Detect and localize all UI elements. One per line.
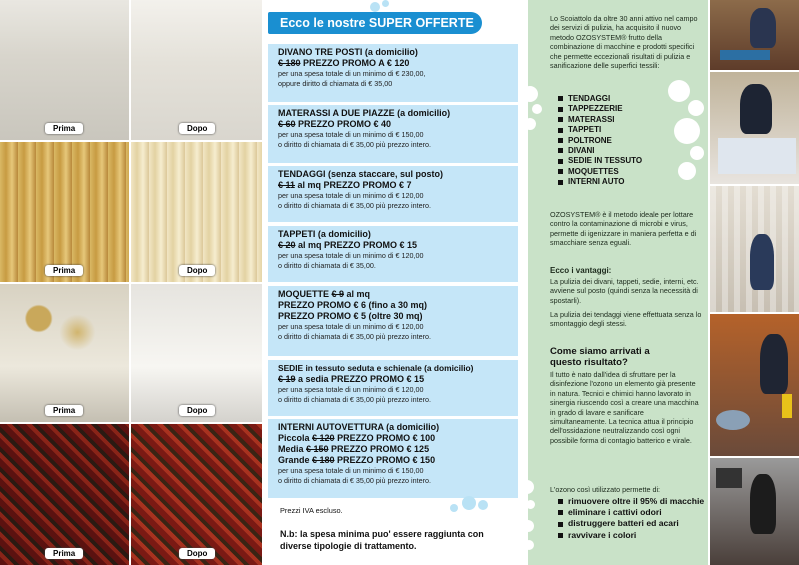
after-label: Dopo	[179, 405, 215, 416]
mattress-before-photo	[0, 284, 129, 422]
photo-mattress-cleaning	[710, 72, 799, 184]
before-after-gallery	[0, 0, 262, 565]
benefits-list	[558, 496, 704, 541]
method-text: OZOSYSTEM® è il metodo ideale per lottare contro la contaminazione di microbi e virus, permette di igenizzare in maniera perfetta e di smacchiare senza eguali.	[550, 210, 697, 248]
old-price: € 180	[278, 58, 301, 68]
offer-carpet	[268, 286, 518, 356]
list-item: MATERASSI	[558, 115, 642, 125]
surfaces-list	[558, 94, 642, 188]
list-item: TENDAGGI	[558, 94, 642, 104]
bubble-decoration	[668, 80, 690, 102]
list-item: DIVANI	[558, 146, 642, 156]
intro-text: Lo Scoiattolo da oltre 30 anni attivo nel campo dei servizi di pulizia, ha acquisito il nuovo metodo OZOSYSTEM® frutto della combinazione di macchine e prodotti specifici che permette eccezionali risultati di pulizia e sanificazione delle superfici tessili:	[550, 14, 698, 71]
promo-price: PREZZO PROMO € 125	[328, 444, 430, 454]
offer-rugs	[268, 226, 518, 282]
offer-title: INTERNI AUTOVETTURA (a domicilio)	[278, 422, 440, 432]
curtain-after-photo	[131, 142, 262, 282]
photo-carpet-cleaning	[710, 314, 799, 456]
bubble-decoration	[370, 2, 380, 12]
sofa-before-photo	[0, 0, 129, 140]
old-price: € 20	[278, 240, 296, 250]
after-label: Dopo	[179, 123, 215, 134]
bubble-decoration	[688, 100, 704, 116]
bubble-decoration	[674, 118, 700, 144]
after-label: Dopo	[179, 548, 215, 559]
result-text: Il tutto è nato dall'idea di sfruttare per la disinfezione l'ozono un elemento già presente in natura. Tecnici e chimici hanno lavorato in sinergia riuscendo così a creare una macchina in grado di lavare e sanificare simultaneamente. La tecnica attua il principio dell'ossidazione neutralizzando così ogni possibile forma di contagio batterico e virale.	[550, 370, 699, 445]
list-item: eliminare i cattivi odori	[558, 507, 704, 518]
bubble-decoration	[520, 480, 534, 494]
offer-title: TAPPETI (a domicilio)	[278, 229, 371, 239]
old-price: € 19	[278, 374, 296, 384]
promo-price: al mq PREZZO PROMO € 15	[295, 240, 418, 250]
list-item: distruggere batteri ed acari	[558, 518, 704, 529]
offer-chairs	[268, 360, 518, 416]
sofa-after-photo	[131, 0, 262, 140]
offer-condition: o diritto di chiamata di € 35,00 più prezzo intero.	[278, 394, 432, 404]
iva-note: Prezzi IVA escluso.	[280, 506, 343, 515]
bubble-decoration	[522, 520, 534, 532]
offer-condition: per una spesa totale di un minimo di € 120,00	[278, 322, 424, 331]
bubble-decoration	[690, 146, 704, 160]
nb-note: N.b: la spesa minima puo' essere raggiunta con diverse tipologie di trattamento.	[280, 529, 484, 551]
promo-price: al mq PREZZO PROMO € 7	[295, 180, 412, 190]
curtain-before-photo	[0, 142, 129, 282]
before-label: Prima	[45, 265, 83, 276]
before-label: Prima	[45, 405, 83, 416]
advantages-text: La pulizia dei tendaggi viene effettuata senza lo smontaggio degli stessi.	[550, 310, 702, 329]
old-price: € 180	[312, 455, 335, 465]
offer-condition: o diritto di chiamata di € 35,00 più prezzo intero.	[278, 331, 432, 341]
offer-condition: o diritto di chiamata di € 35,00 più prezzo intero.	[278, 200, 432, 210]
rug-before-photo	[0, 424, 129, 565]
list-item: TAPPETI	[558, 125, 642, 135]
offer-condition: per una spesa totale di un minimo di € 230,00,	[278, 69, 426, 78]
size-label: Piccola	[278, 433, 313, 443]
bubble-decoration	[526, 500, 535, 509]
offer-sofa	[268, 44, 518, 102]
bubble-decoration	[382, 0, 389, 7]
bubble-decoration	[524, 540, 534, 550]
offer-condition: per una spesa totale di un minimo di € 120,00	[278, 191, 424, 200]
bubble-decoration	[450, 504, 458, 512]
promo-price: PREZZO PROMO € 40	[295, 119, 392, 129]
offer-condition: per una spesa totale di un minimo di € 120,00	[278, 385, 424, 394]
offer-curtains	[268, 166, 518, 222]
list-item: TAPPEZZERIE	[558, 104, 642, 114]
promo-price: PREZZO PROMO A € 120	[300, 58, 410, 68]
offers-banner: Ecco le nostre SUPER OFFERTE	[268, 12, 482, 34]
offer-condition: o diritto di chiamata di € 35,00 più prezzo intero.	[278, 139, 432, 149]
list-item: INTERNI AUTO	[558, 177, 642, 187]
offer-condition: oppure diritto di chiamata di € 35,00	[278, 78, 393, 88]
list-item: SEDIE IN TESSUTO	[558, 156, 642, 166]
advantages-title: Ecco i vantaggi:	[550, 266, 612, 275]
photo-car-cleaning	[710, 0, 799, 70]
list-item: POLTRONE	[558, 136, 642, 146]
bubble-decoration	[532, 104, 542, 114]
info-panel	[528, 0, 708, 565]
before-label: Prima	[45, 123, 83, 134]
offer-title: MATERASSI A DUE PIAZZE (a domicilio)	[278, 108, 451, 118]
photo-interior-cleaning	[710, 458, 799, 565]
promo-price: PREZZO PROMO € 5 (oltre 30 mq)	[278, 311, 423, 321]
offer-title: MOQUETTE	[278, 289, 332, 299]
old-price: € 120	[312, 433, 335, 443]
after-label: Dopo	[179, 265, 215, 276]
advantages-text: La pulizia dei divani, tappeti, sedie, interni, etc. avviene sul posto (quindi senza la necessità di spostarli).	[550, 277, 699, 305]
offers-column	[262, 0, 528, 565]
result-title: Come siamo arrivati a questo risultato?	[550, 346, 650, 368]
old-price: € 9	[331, 289, 345, 299]
old-price: € 11	[278, 180, 296, 190]
promo-price: al mq	[344, 289, 371, 299]
bubble-decoration	[524, 118, 536, 130]
bubble-decoration	[478, 500, 488, 510]
offer-condition: per una spesa totale di un minimo di € 150,00	[278, 130, 424, 139]
offer-car-interior	[268, 419, 518, 498]
old-price: € 150	[306, 444, 329, 454]
bubble-decoration	[678, 162, 696, 180]
list-item: ravvivare i colori	[558, 530, 704, 541]
promo-price: PREZZO PROMO € 6 (fino a 30 mq)	[278, 300, 428, 310]
offer-condition: o diritto di chiamata di € 35,00.	[278, 260, 376, 270]
list-item: rimuovere oltre il 95% di macchie	[558, 496, 704, 507]
offer-title: TENDAGGI (senza staccare, sul posto)	[278, 169, 444, 179]
promo-price: PREZZO PROMO € 100	[334, 433, 436, 443]
size-label: Media	[278, 444, 307, 454]
offer-condition: per una spesa totale di un minimo di € 120,00	[278, 251, 424, 260]
list-item: MOQUETTES	[558, 167, 642, 177]
size-label: Grande	[278, 455, 313, 465]
worker-photos	[708, 0, 799, 565]
offer-condition: per una spesa totale di un minimo di € 150,00	[278, 466, 424, 475]
before-label: Prima	[45, 548, 83, 559]
bubble-decoration	[462, 496, 476, 510]
offer-mattress	[268, 105, 518, 163]
old-price: € 60	[278, 119, 296, 129]
photo-curtain-cleaning	[710, 186, 799, 312]
offer-condition: o diritto di chiamata di € 35,00 più prezzo intero.	[278, 475, 432, 485]
promo-price: a sedia PREZZO PROMO € 15	[295, 374, 425, 384]
rug-after-photo	[131, 424, 262, 565]
bubble-decoration	[522, 86, 538, 102]
ozone-title: L'ozono così utilizzato permette di:	[550, 485, 661, 494]
promo-price: PREZZO PROMO € 150	[334, 455, 436, 465]
mattress-after-photo	[131, 284, 262, 422]
offer-title: SEDIE in tessuto seduta e schienale (a domicilio)	[278, 363, 474, 373]
offer-title: DIVANO TRE POSTI (a domicilio)	[278, 47, 418, 57]
